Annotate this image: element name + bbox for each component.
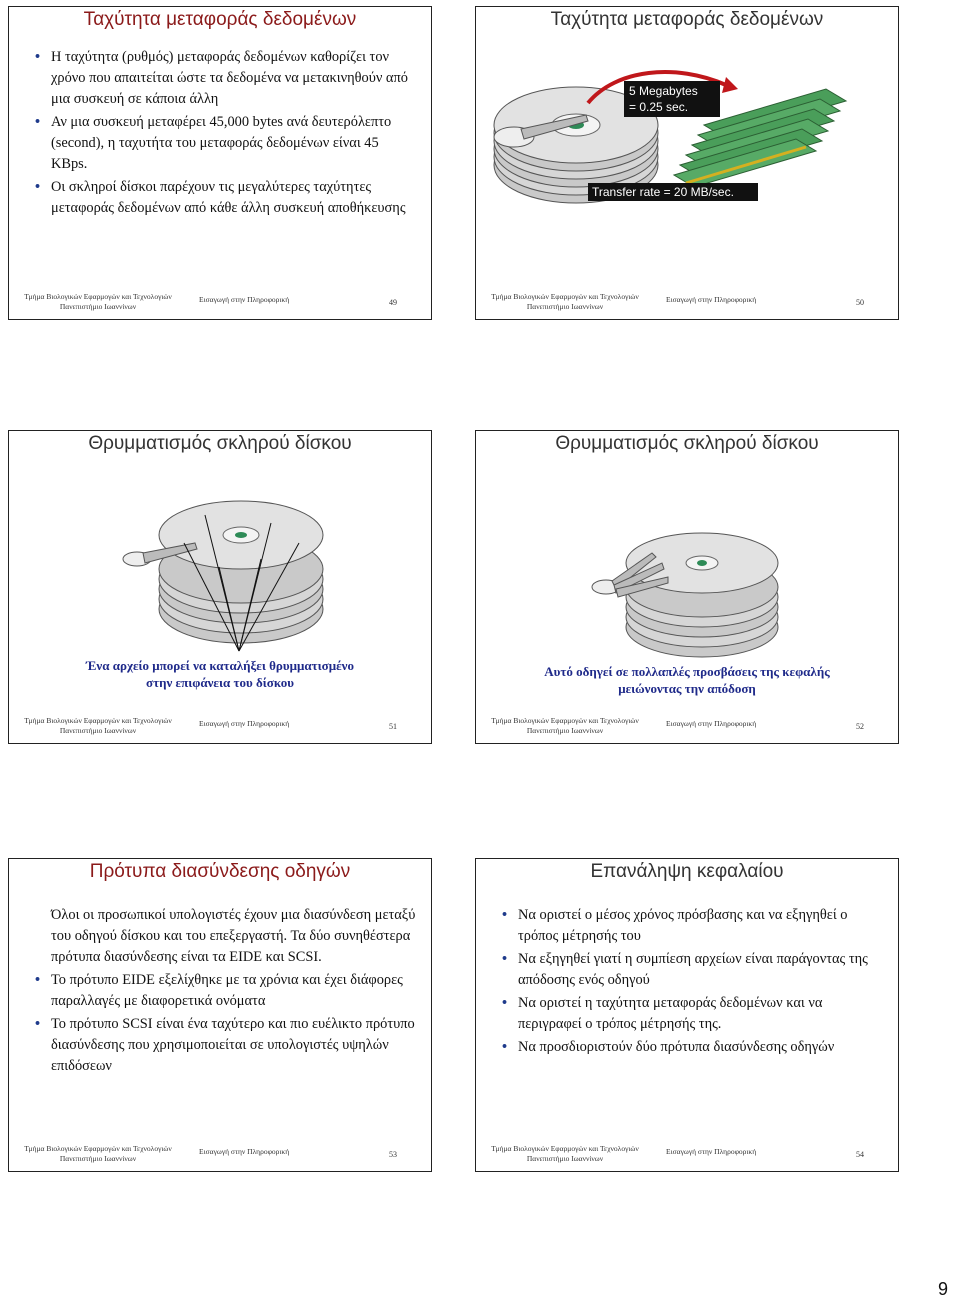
slide-footer	[9, 292, 431, 314]
footer-department: Τμήμα Βιολογικών Εφαρμογών και Τεχνολογιών Πανεπιστήμιο Ιωαννίνων	[24, 716, 172, 735]
slide-49	[8, 6, 432, 320]
slide-number: 49	[389, 298, 397, 307]
megabytes-label: 5 Megabytes	[629, 84, 698, 98]
footer-course: Εισαγωγή στην Πληροφορική	[199, 719, 290, 728]
slide-body	[37, 47, 417, 221]
slide-footer	[476, 1144, 898, 1166]
bullet: • Αν μια συσκευή μεταφέρει 45,000 bytes ανά δευτερόλεπτο (second), η ταχυτήτα του μεταφοράς δεδομένων είναι 45 KBps.	[37, 112, 417, 175]
footer-course: Εισαγωγή στην Πληροφορική	[666, 719, 757, 728]
slide-number: 51	[389, 722, 397, 731]
multiple-access-figure	[476, 431, 900, 745]
footer-department: Τμήμα Βιολογικών Εφαρμογών και Τεχνολογιών Πανεπιστήμιο Ιωαννίνων	[491, 716, 639, 735]
slide-title: Ταχύτητα μεταφοράς δεδομένων	[83, 9, 357, 30]
footer-department: Τμήμα Βιολογικών Εφαρμογών και Τεχνολογιών Πανεπιστήμιο Ιωαννίνων	[24, 292, 172, 311]
slide-54	[475, 858, 899, 1172]
slide-title: Πρότυπα διασύνδεσης οδηγών	[89, 861, 351, 882]
slide-number: 50	[856, 298, 864, 307]
hard-disk-illustration	[123, 501, 323, 643]
transfer-rate-figure	[476, 7, 900, 321]
slide-number: 52	[856, 722, 864, 731]
footer-department: Τμήμα Βιολογικών Εφαρμογών και Τεχνολογιών Πανεπιστήμιο Ιωαννίνων	[24, 1144, 172, 1163]
bullet: • Να εξηγηθεί γιατί η συμπίεση αρχείων είναι παράγοντας της απόδοσης ενός οδηγού	[504, 949, 884, 991]
slide-52	[475, 430, 899, 744]
slide-title: Θρυμματισμός σκληρού δίσκου	[555, 433, 819, 454]
slide-footer	[9, 1144, 431, 1166]
slide-body	[504, 905, 884, 1060]
bullet: • Οι σκληροί δίσκοι παρέχουν τις μεγαλύτερες ταχύτητες μεταφοράς δεδομένων από κάθε άλλη συσκευή αποθήκευσης	[37, 177, 417, 219]
slide-number: 54	[856, 1150, 864, 1159]
footer-course: Εισαγωγή στην Πληροφορική	[199, 1147, 290, 1156]
slide-caption: Αυτό οδηγεί σε πολλαπλές προσβάσεις της κεφαλής μειώνοντας την απόδοση	[544, 664, 830, 696]
slide-number: 53	[389, 1150, 397, 1159]
hard-disk-illustration	[592, 533, 778, 657]
footer-course: Εισαγωγή στην Πληροφορική	[666, 295, 757, 304]
slide-50	[475, 6, 899, 320]
slide-title: Ταχύτητα μεταφοράς δεδομένων	[550, 9, 824, 30]
footer-course: Εισαγωγή στην Πληροφορική	[199, 295, 290, 304]
time-label: = 0.25 sec.	[629, 100, 689, 114]
slide-footer	[476, 716, 898, 738]
slide-footer	[476, 292, 898, 314]
bullet: • Η ταχύτητα (ρυθμός) μεταφοράς δεδομένων καθορίζει τον χρόνο που απαιτείται ώστε τα δεδομένα να μετακινηθούν από μια συσκευή σε κάποια άλλη	[37, 47, 417, 110]
footer-course: Εισαγωγή στην Πληροφορική	[666, 1147, 757, 1156]
bullet: • Να οριστεί η ταχύτητα μεταφοράς δεδομένων και να περιγραφεί ο τρόπος μέτρησής της.	[504, 993, 884, 1035]
fragmentation-figure	[9, 431, 433, 745]
transfer-rate-label: Transfer rate = 20 MB/sec.	[592, 185, 734, 199]
slide-footer	[9, 716, 431, 738]
slide-53	[8, 858, 432, 1172]
slide-caption: Ένα αρχείο μπορεί να καταλήξει θρυμματισμένο στην επιφάνεια του δίσκου	[86, 658, 354, 690]
bullet: • Να προσδιοριστούν δύο πρότυπα διασύνδεσης οδηγών	[504, 1037, 884, 1058]
paragraph: Όλοι οι προσωπικοί υπολογιστές έχουν μια διασύνδεση μεταξύ του οδηγού δίσκου και του επεξεργαστή. Τα δύο συνηθέστερα πρότυπα διασύνδεσης είναι τα EIDE και SCSI.	[51, 907, 416, 965]
bullet: • Το πρότυπο EIDE εξελίχθηκε με τα χρόνια και έχει διάφορες παραλλαγές με διαφορετικά ονόματα	[37, 970, 417, 1012]
slide-title: Επανάληψη κεφαλαίου	[590, 861, 784, 882]
page-number: 9	[937, 1279, 948, 1299]
slide-body	[37, 905, 417, 1079]
bullet: • Να οριστεί ο μέσος χρόνος πρόσβασης και να εξηγηθεί ο τρόπος μέτρησής του	[504, 905, 884, 947]
footer-department: Τμήμα Βιολογικών Εφαρμογών και Τεχνολογιών Πανεπιστήμιο Ιωαννίνων	[491, 1144, 639, 1163]
slide-title: Θρυμματισμός σκληρού δίσκου	[88, 433, 352, 454]
slide-51	[8, 430, 432, 744]
bullet: • Το πρότυπο SCSI είναι ένα ταχύτερο και πιο ευέλικτο πρότυπο διασύνδεσης που χρησιμοποιείται σε υπολογιστές υψηλών επιδόσεων	[37, 1014, 417, 1077]
footer-department: Τμήμα Βιολογικών Εφαρμογών και Τεχνολογιών Πανεπιστήμιο Ιωαννίνων	[491, 292, 639, 311]
